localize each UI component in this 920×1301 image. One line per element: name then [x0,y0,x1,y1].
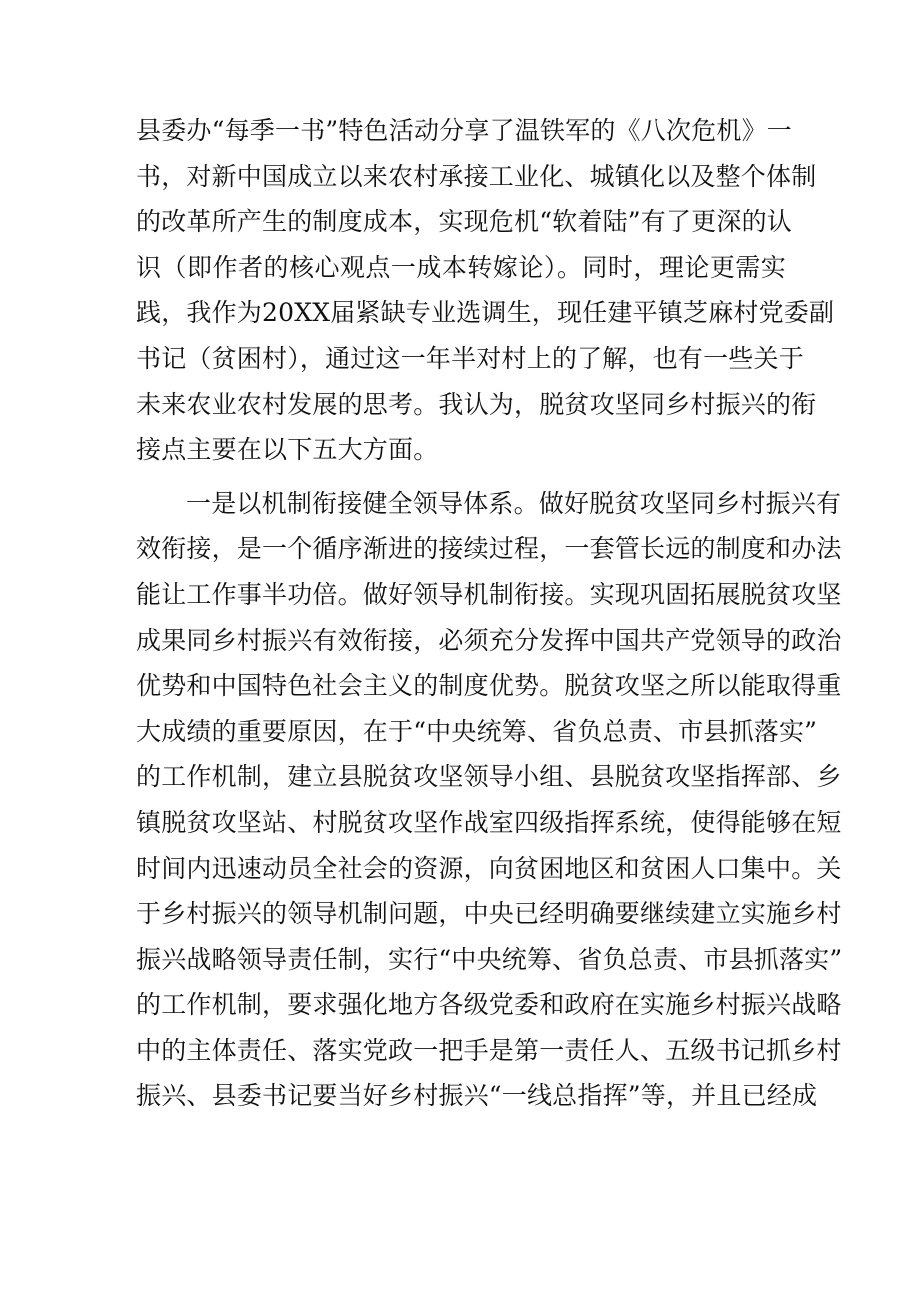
paragraph-line: 中的主体责任、落实党政一把手是第一责任人、五级书记抓乡村 [136,1035,842,1065]
paragraph-line: 振兴战略领导责任制，实行“中央统筹、省负总责、市县抓落实” [136,944,843,974]
paragraph-1 [136,108,835,473]
paragraph-line: 未来农业农村发展的思考。我认为，脱贫攻坚同乡村振兴的衔 [136,389,817,419]
paragraph-line: 识（即作者的核心观点一成本转嫁论）。同时，理论更需实 [136,252,786,282]
paragraph-line: 成果同乡村振兴有效衔接，必须充分发挥中国共产党领导的政治 [136,625,842,655]
paragraph-line: 的工作机制，建立县脱贫攻坚领导小组、县脱贫攻坚指挥部、乡 [136,762,842,792]
paragraph-line: 优势和中国特色社会主义的制度优势。脱贫攻坚之所以能取得重 [136,671,842,701]
paragraph-line: 县委办“每季一书”特色活动分享了温铁军的《八次危机》一 [136,116,792,145]
paragraph-line: 一是以机制衔接健全领导体系。做好脱贫攻坚同乡村振兴有 [186,488,842,518]
paragraph-line: 书，对新中国成立以来农村承接工业化、城镇化以及整个体制 [136,161,817,191]
paragraph-line: 的工作机制，要求强化地方各级党委和政府在实施乡村振兴战略 [136,990,842,1020]
paragraph-spacer [136,473,786,481]
paragraph-line: 振兴、县委书记要当好乡村振兴“一线总指挥”等，并且已经成 [136,1081,818,1111]
paragraph-line: 的改革所产生的制度成本，实现危机“软着陆”有了更深的认 [136,207,792,237]
paragraph-line: 接点主要在以下五大方面。 [136,435,439,465]
paragraph-line: 书记（贫困村），通过这一年半对村上的了解，也有一些关于 [136,343,804,373]
paragraph-line: 践，我作为20XX届紧缺专业选调生，现任建平镇芝麻村党委副 [136,298,835,328]
paragraph-line: 能让工作事半功倍。做好领导机制衔接。实现巩固拓展脱贫攻坚 [136,579,842,609]
paragraph-line: 大成绩的重要原因，在于“中央统筹、省负总责、市县抓落实” [136,716,818,746]
paragraph-line: 效衔接，是一个循序渐进的接续过程，一套管长远的制度和办法 [136,534,842,564]
paragraph-line: 时间内迅速动员全社会的资源，向贫困地区和贫困人口集中。关 [136,853,842,883]
paragraph-line: 镇脱贫攻坚站、村脱贫攻坚作战室四级指挥系统，使得能够在短 [136,807,842,837]
paragraph-line: 于乡村振兴的领导机制问题，中央已经明确要继续建立实施乡村 [136,899,842,929]
paragraph-2 [136,481,843,1119]
document-body [136,108,843,1119]
